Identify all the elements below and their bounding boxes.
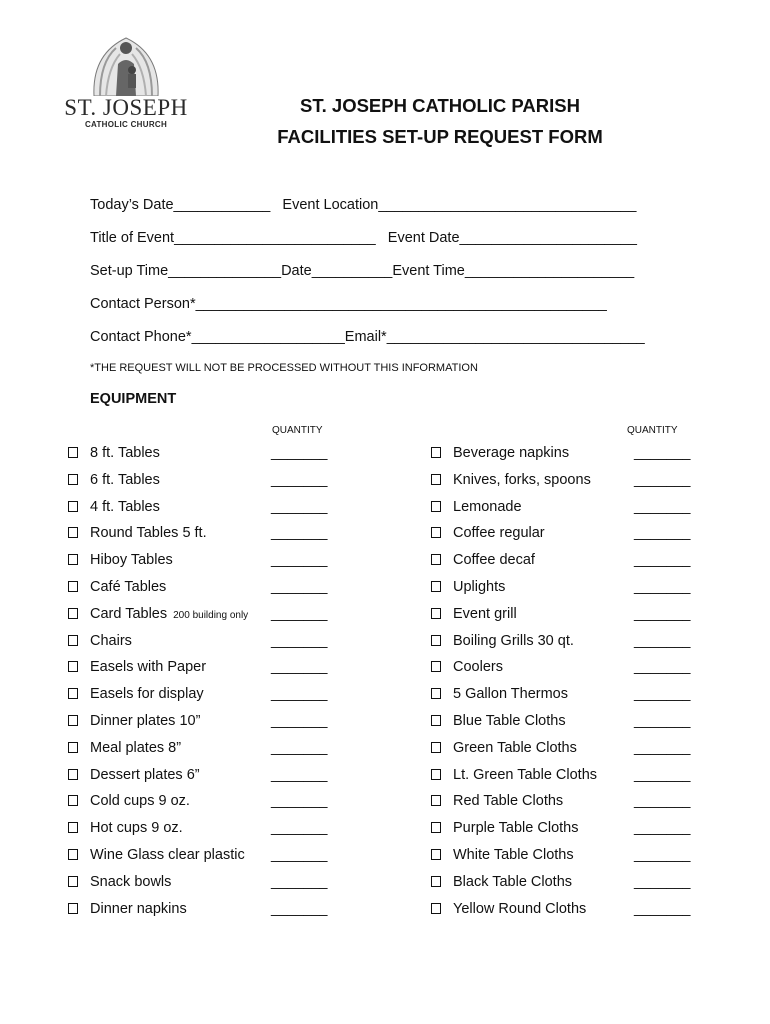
quantity-blank[interactable]: _______ [634,605,691,622]
equipment-item [431,765,696,785]
equipment-item [68,738,333,758]
quantity-header-left: QUANTITY [272,425,323,436]
equipment-item [431,470,696,490]
checkbox[interactable] [431,769,441,780]
logo-subtitle: CATHOLIC CHURCH [84,120,168,129]
equipment-item-label: Lt. Green Table Cloths [453,766,598,783]
quantity-blank[interactable]: _______ [634,686,691,703]
equipment-item [431,631,696,651]
checkbox[interactable] [431,527,441,538]
checkbox[interactable] [68,661,78,672]
equipment-item [431,899,696,919]
checkbox[interactable] [68,447,78,458]
equipment-item-label: Dinner plates 10” [90,713,201,729]
equipment-item-label: Blue Table Cloths [453,713,566,729]
equipment-item-label: Wine Glass clear plastic [90,847,245,863]
checkbox[interactable] [68,822,78,833]
equipment-item-label: Café Tables [90,579,167,595]
checkbox[interactable] [68,501,78,512]
equipment-item [68,443,333,463]
equipment-item [68,872,333,892]
checkbox[interactable] [431,635,441,646]
equipment-item [431,818,696,838]
st-joseph-emblem-icon [86,34,166,96]
equipment-item [431,845,696,865]
quantity-blank[interactable]: _______ [271,552,328,569]
checkbox[interactable] [68,608,78,619]
equipment-section-title: EQUIPMENT [90,391,177,407]
checkbox[interactable] [68,581,78,592]
equipment-item [431,711,696,731]
quantity-blank[interactable]: _______ [634,847,691,863]
checkbox[interactable] [68,903,78,914]
title-eventdate-field-line[interactable]: Title of Event_________________________ Event Date______________________ [90,230,637,246]
checkbox[interactable] [431,688,441,699]
checkbox[interactable] [68,635,78,646]
equipment-item [431,604,696,624]
quantity-blank[interactable]: _______ [634,873,691,890]
contact-phone-email-field-line[interactable]: Contact Phone*___________________Email*________________________________ [90,329,645,345]
logo-name: ST. JOSEPH [64,95,188,120]
quantity-blank[interactable]: _______ [271,579,328,595]
quantity-blank[interactable]: _______ [271,713,328,729]
equipment-item [68,497,333,517]
quantity-blank[interactable]: _______ [271,739,328,756]
checkbox[interactable] [431,554,441,565]
checkbox[interactable] [431,608,441,619]
equipment-item-label: Black Table Cloths [453,873,573,890]
quantity-blank[interactable]: _______ [271,659,328,676]
equipment-item [68,684,333,704]
checkbox[interactable] [68,849,78,860]
equipment-item-label: 4 ft. Tables [90,498,160,515]
checkbox[interactable] [68,876,78,887]
quantity-blank[interactable]: _______ [271,471,328,488]
checkbox[interactable] [431,501,441,512]
equipment-item [68,765,333,785]
equipment-item [431,523,696,543]
equipment-item [431,443,696,463]
checkbox[interactable] [68,715,78,726]
form-header [200,92,680,154]
quantity-blank[interactable]: _______ [634,579,691,595]
checkbox[interactable] [431,581,441,592]
quantity-header-right: QUANTITY [627,425,678,436]
equipment-item-label: Yellow Round Cloths [453,900,587,917]
equipment-item-label: Lemonade [453,498,522,515]
equipment-item-label: Boiling Grills 30 qt. [453,632,574,649]
checkbox[interactable] [68,742,78,753]
equipment-item [431,738,696,758]
quantity-blank[interactable]: _______ [634,525,691,542]
checkbox[interactable] [68,474,78,485]
equipment-item-label: 5 Gallon Thermos [453,686,568,703]
equipment-item [431,684,696,704]
checkbox[interactable] [68,554,78,565]
equipment-item-label: Knives, forks, spoons [453,471,591,488]
equipment-item-label: Purple Table Cloths [453,820,579,837]
quantity-blank[interactable]: _______ [271,632,328,649]
checkbox[interactable] [431,903,441,914]
equipment-item-label: Event grill [453,605,517,622]
equipment-item [68,550,333,570]
equipment-item-label: Green Table Cloths [453,739,577,756]
parish-title: ST. JOSEPH CATHOLIC PARISH [300,95,580,116]
equipment-item-label: Cold cups 9 oz. [90,793,190,810]
equipment-item [68,523,333,543]
quantity-blank[interactable]: _______ [271,873,328,890]
equipment-item-label: Hiboy Tables [90,552,173,569]
equipment-item-label: 8 ft. Tables [90,445,160,461]
equipment-item-label: Coffee decaf [453,552,535,569]
equipment-item [68,791,333,811]
equipment-item [431,550,696,570]
times-field-line[interactable]: Set-up Time______________Date__________Event Time_____________________ [90,263,635,279]
equipment-item-label: Uplights [453,579,506,595]
equipment-item [68,845,333,865]
quantity-blank[interactable]: _______ [634,713,691,729]
equipment-item-label: Chairs [90,632,132,649]
quantity-blank[interactable]: _______ [271,445,328,461]
equipment-item [431,497,696,517]
equipment-item-label: Beverage napkins [453,445,570,461]
equipment-item [68,711,333,731]
equipment-item [68,818,333,838]
equipment-item-label: White Table Cloths [453,847,574,863]
equipment-item-label: 6 ft. Tables [90,471,160,488]
quantity-blank[interactable]: _______ [271,498,328,515]
equipment-item-note: 200 building only [173,609,249,621]
equipment-item-label: Coolers [453,659,503,676]
checkbox[interactable] [431,742,441,753]
quantity-blank[interactable]: _______ [634,498,691,515]
equipment-item [68,604,333,624]
church-logo [64,34,188,134]
required-info-note: *THE REQUEST WILL NOT BE PROCESSED WITHOUT THIS INFORMATION [90,362,478,374]
equipment-item [431,791,696,811]
checkbox[interactable] [431,661,441,672]
quantity-blank[interactable]: _______ [271,605,328,622]
equipment-item-label: Dinner napkins [90,900,187,917]
equipment-item-label: Snack bowls [90,873,172,890]
equipment-item-label: Meal plates 8” [90,739,182,756]
checkbox[interactable] [68,527,78,538]
quantity-blank[interactable]: _______ [271,686,328,703]
quantity-blank[interactable]: _______ [271,900,328,917]
checkbox[interactable] [431,447,441,458]
checkbox[interactable] [431,849,441,860]
quantity-blank[interactable]: _______ [271,525,328,542]
quantity-blank[interactable]: _______ [634,659,691,676]
quantity-blank[interactable]: _______ [271,793,328,810]
equipment-item [68,577,333,597]
equipment-item [431,577,696,597]
quantity-blank[interactable]: _______ [634,739,691,756]
quantity-blank[interactable]: _______ [634,793,691,810]
equipment-item [68,470,333,490]
equipment-item-label: Hot cups 9 oz. [90,820,183,837]
checkbox[interactable] [431,715,441,726]
checkbox[interactable] [68,769,78,780]
equipment-item [431,872,696,892]
contact-person-field-line[interactable]: Contact Person*___________________________________________________ [90,296,607,312]
equipment-item [68,631,333,651]
date-location-field-line[interactable]: Today’s Date____________ Event Location________________________________ [90,197,637,213]
quantity-blank[interactable]: _______ [634,766,691,783]
quantity-blank[interactable]: _______ [634,632,691,649]
equipment-item-label: Round Tables 5 ft. [90,525,207,542]
equipment-item [68,899,333,919]
equipment-item [68,657,333,677]
quantity-blank[interactable]: _______ [634,820,691,837]
quantity-blank[interactable]: _______ [634,471,691,488]
equipment-item-label: Easels with Paper [90,659,207,676]
form-title: FACILITIES SET-UP REQUEST FORM [277,126,603,147]
quantity-blank[interactable]: _______ [271,847,328,863]
equipment-item-label: Card Tables 200 building only [90,605,249,622]
equipment-item-label: Dessert plates 6” [90,766,200,783]
quantity-blank[interactable]: _______ [634,445,691,461]
checkbox[interactable] [431,795,441,806]
equipment-item-label: Red Table Cloths [453,793,564,810]
checkbox[interactable] [68,795,78,806]
quantity-blank[interactable]: _______ [634,552,691,569]
quantity-blank[interactable]: _______ [271,766,328,783]
equipment-item [431,657,696,677]
quantity-blank[interactable]: _______ [634,900,691,917]
checkbox[interactable] [431,474,441,485]
equipment-item-label: Coffee regular [453,525,545,542]
quantity-blank[interactable]: _______ [271,820,328,837]
checkbox[interactable] [431,822,441,833]
equipment-item-label: Easels for display [90,686,204,703]
checkbox[interactable] [431,876,441,887]
checkbox[interactable] [68,688,78,699]
